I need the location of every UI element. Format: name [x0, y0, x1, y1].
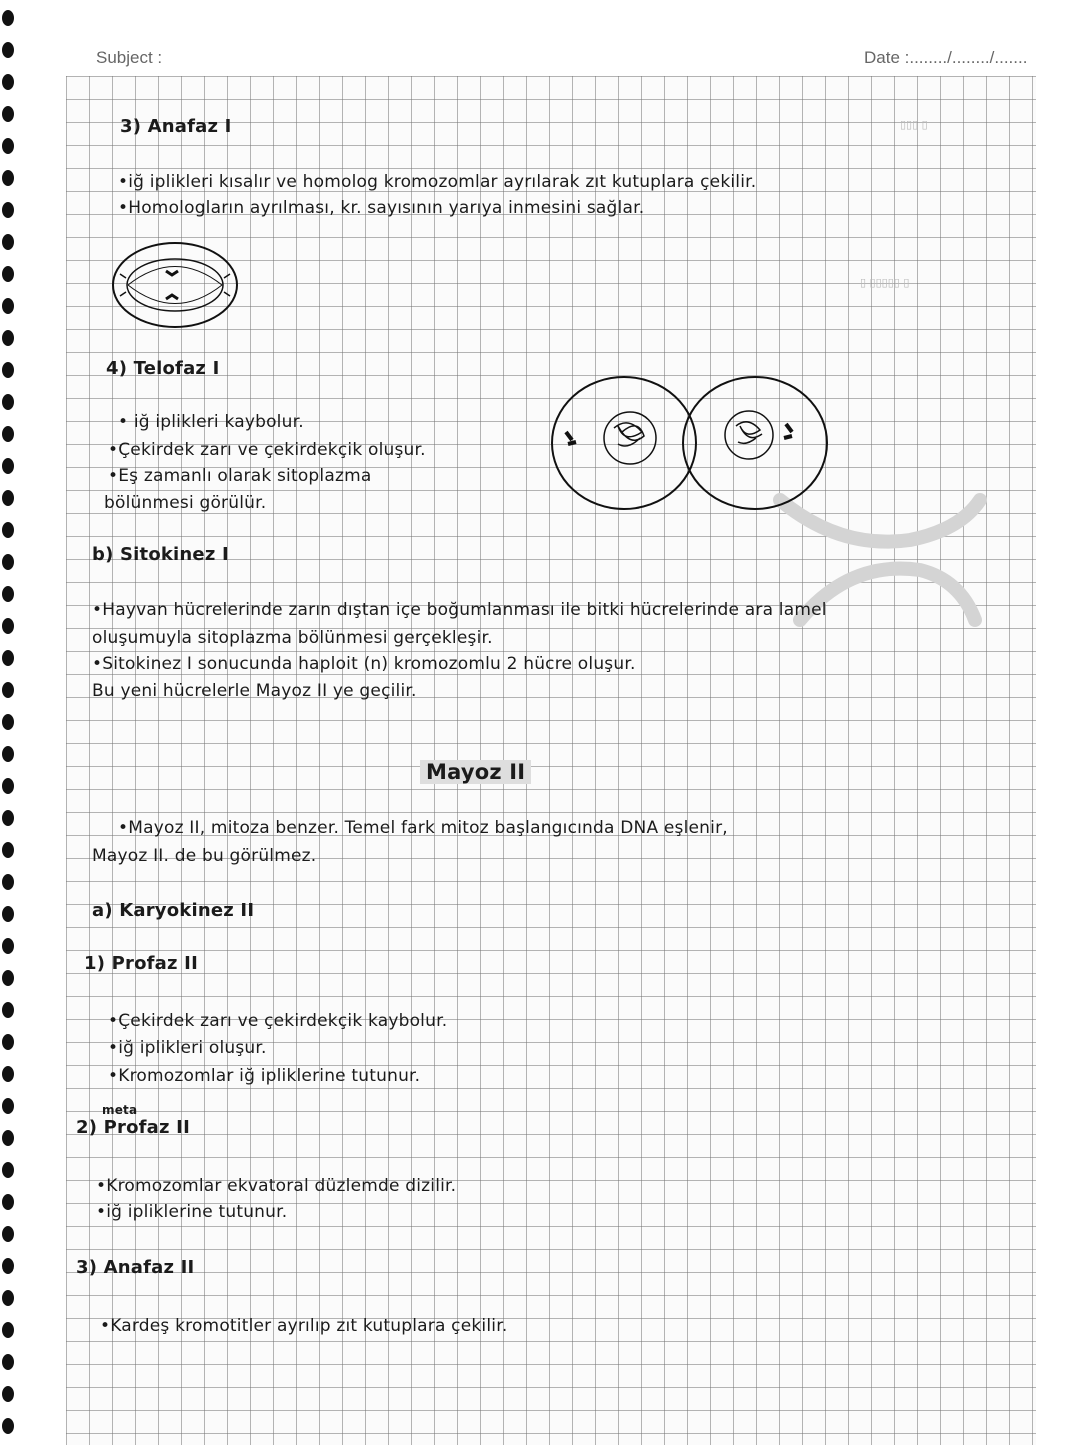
binding-hole	[2, 1258, 14, 1274]
binding-hole	[2, 650, 14, 666]
page-header	[0, 44, 1080, 74]
metafaz2-line-2: •iğ ipliklerine tutunur.	[96, 1202, 288, 1222]
binding-hole	[2, 618, 14, 634]
binding-hole	[2, 778, 14, 794]
binding-hole	[2, 1194, 14, 1210]
binding-hole	[2, 1354, 14, 1370]
karyokinez2-title: a) Karyokinez II	[92, 900, 255, 921]
profaz2-line-2: •iğ iplikleri oluşur.	[108, 1038, 267, 1058]
sitokinez1-line-3: •Sitokinez I sonucunda haploit (n) kromozomlu 2 hücre oluşur.	[92, 654, 636, 674]
date-label: Date :......../......../.......	[864, 48, 1028, 67]
binding-hole	[2, 106, 14, 122]
binding-hole	[2, 746, 14, 762]
telofaz1-line-4: bölünmesi görülür.	[104, 493, 267, 513]
binding-hole	[2, 138, 14, 154]
bleed-through-mark: ▯▯▯ ▯	[900, 118, 928, 131]
binding-hole	[2, 234, 14, 250]
sitokinez1-line-2: oluşumuyla sitoplazma bölünmesi gerçekleşir.	[92, 628, 493, 648]
telofaz1-line-2: •Çekirdek zarı ve çekirdekçik oluşur.	[108, 440, 426, 460]
binding-hole	[2, 1066, 14, 1082]
anafaz2-line-1: •Kardeş kromotitler ayrılıp zıt kutuplara çekilir.	[100, 1316, 508, 1336]
binding-hole	[2, 10, 14, 26]
subject-label: Subject :	[96, 48, 163, 67]
binding-hole	[2, 874, 14, 890]
binding-hole	[2, 1034, 14, 1050]
metafaz2-line-1: •Kromozomlar ekvatoral düzlemde dizilir.	[96, 1176, 457, 1196]
binding-hole	[2, 1322, 14, 1338]
telofaz1-line-3: •Eş zamanlı olarak sitoplazma	[108, 466, 372, 486]
binding-hole	[2, 938, 14, 954]
binding-hole	[2, 682, 14, 698]
spiral-binding	[0, 0, 20, 1445]
mayoz2-title: Mayoz II	[420, 760, 531, 784]
binding-hole	[2, 330, 14, 346]
anafaz1-title: 3) Anafaz I	[120, 116, 232, 137]
binding-hole	[2, 842, 14, 858]
binding-hole	[2, 586, 14, 602]
binding-hole	[2, 394, 14, 410]
binding-hole	[2, 522, 14, 538]
metafaz2-correction: meta	[102, 1103, 138, 1117]
binding-hole	[2, 1418, 14, 1434]
metafaz2-title: 2) Profaz II	[76, 1117, 190, 1138]
telofaz1-cell-drawing	[548, 372, 833, 514]
anafaz1-line-2: •Homologların ayrılması, kr. sayısının yarıya inmesini sağlar.	[118, 198, 645, 218]
binding-hole	[2, 362, 14, 378]
binding-hole	[2, 490, 14, 506]
binding-hole	[2, 970, 14, 986]
sitokinez1-line-4: Bu yeni hücrelerle Mayoz II ye geçilir.	[92, 681, 417, 701]
binding-hole	[2, 906, 14, 922]
profaz2-line-3: •Kromozomlar iğ ipliklerine tutunur.	[108, 1066, 421, 1086]
binding-hole	[2, 714, 14, 730]
bleed-through-mark: ▯ ▯▯▯▯▯ ▯	[860, 276, 910, 289]
binding-hole	[2, 1130, 14, 1146]
profaz2-line-1: •Çekirdek zarı ve çekirdekçik kaybolur.	[108, 1011, 448, 1031]
binding-hole	[2, 1002, 14, 1018]
binding-hole	[2, 1386, 14, 1402]
mayoz2-line-1: •Mayoz II, mitoza benzer. Temel fark mitoz başlangıcında DNA eşlenir,	[118, 818, 728, 838]
binding-hole	[2, 1098, 14, 1114]
binding-hole	[2, 1290, 14, 1306]
binding-hole	[2, 170, 14, 186]
anafaz1-cell-drawing	[108, 238, 243, 333]
binding-hole	[2, 1162, 14, 1178]
telofaz1-title: 4) Telofaz I	[106, 358, 220, 379]
binding-hole	[2, 554, 14, 570]
sitokinez1-title: b) Sitokinez I	[92, 544, 229, 565]
binding-hole	[2, 74, 14, 90]
anafaz1-line-1: •iğ iplikleri kısalır ve homolog kromozomlar ayrılarak zıt kutuplara çekilir.	[118, 172, 757, 192]
telofaz1-line-1: • iğ iplikleri kaybolur.	[118, 412, 304, 432]
binding-hole	[2, 202, 14, 218]
sitokinez1-line-1: •Hayvan hücrelerinde zarın dıştan içe boğumlanması ile bitki hücrelerinde ara lamel	[92, 600, 827, 620]
binding-hole	[2, 1226, 14, 1242]
binding-hole	[2, 266, 14, 282]
binding-hole	[2, 458, 14, 474]
binding-hole	[2, 426, 14, 442]
anafaz2-title: 3) Anafaz II	[76, 1257, 195, 1278]
profaz2-title: 1) Profaz II	[84, 953, 198, 974]
binding-hole	[2, 298, 14, 314]
binding-hole	[2, 810, 14, 826]
mayoz2-line-2: Mayoz II. de bu görülmez.	[92, 846, 317, 866]
